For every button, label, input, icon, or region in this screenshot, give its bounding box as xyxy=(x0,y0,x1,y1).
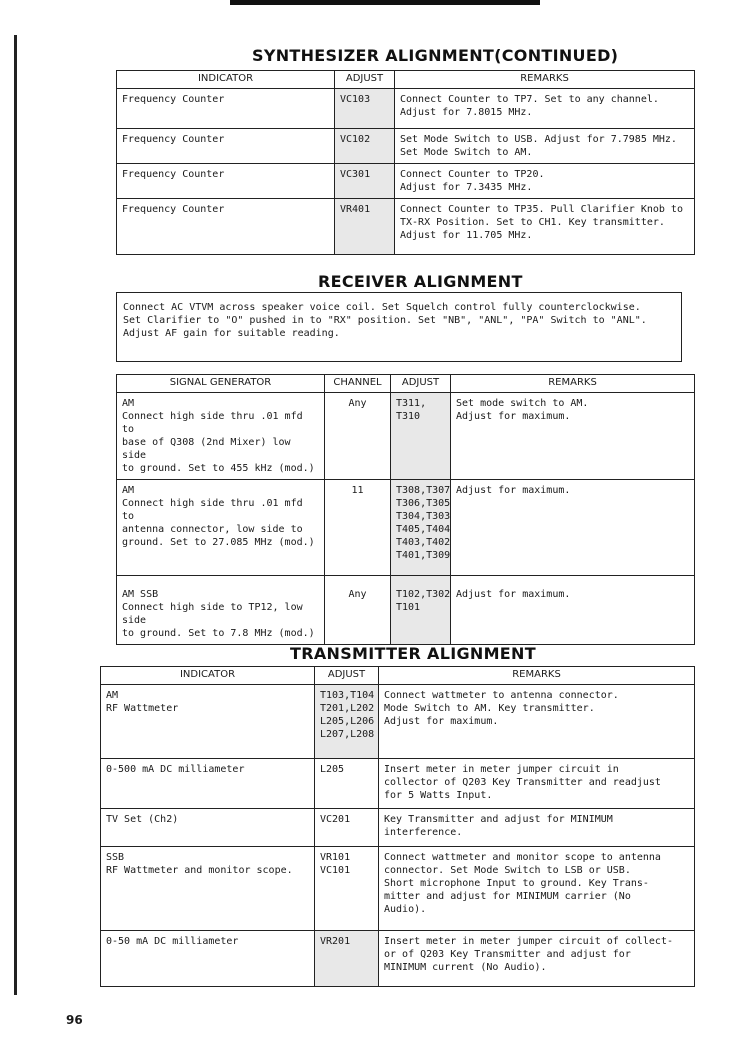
table-row xyxy=(101,809,695,847)
remarks-cell: Adjust for maximum. xyxy=(451,480,695,576)
transmitter-table xyxy=(100,666,695,987)
table-row xyxy=(101,759,695,809)
tx-header-remarks: REMARKS xyxy=(379,667,695,685)
page-number: 96 xyxy=(66,1013,83,1027)
tx-header-adjust: ADJUST xyxy=(315,667,379,685)
remarks-cell: Connect wattmeter to antenna connector. Mode Switch to AM. Key transmitter. Adjust for maximum. xyxy=(379,685,695,759)
scan-edge-top xyxy=(230,0,540,5)
transmitter-title: TRANSMITTER ALIGNMENT xyxy=(290,644,536,663)
adjust-cell: VC102 xyxy=(335,129,395,164)
synthesizer-title: SYNTHESIZER ALIGNMENT(CONTINUED) xyxy=(252,46,619,65)
signal-generator-cell: AM Connect high side thru .01 mfd to antenna connector, low side to ground. Set to 27.085 MHz (mod.) xyxy=(117,480,325,576)
indicator-cell: Frequency Counter xyxy=(117,199,335,255)
adjust-cell: VC103 xyxy=(335,89,395,129)
indicator-cell: Frequency Counter xyxy=(117,164,335,199)
table-row xyxy=(101,931,695,987)
remarks-cell: Connect Counter to TP20. Adjust for 7.3435 MHz. xyxy=(395,164,695,199)
table-row xyxy=(117,393,695,480)
remarks-cell: Insert meter in meter jumper circuit of collect- or of Q203 Key Transmitter and adjust for MINIMUM current (No Audio). xyxy=(379,931,695,987)
remarks-cell: Adjust for maximum. xyxy=(451,576,695,645)
table-row xyxy=(117,480,695,576)
adjust-cell: VC201 xyxy=(315,809,379,847)
table-row xyxy=(117,199,695,255)
table-row xyxy=(101,847,695,931)
table-row xyxy=(117,576,695,645)
channel-cell: Any xyxy=(325,393,391,480)
synthesizer-table xyxy=(116,70,695,255)
indicator-cell: Frequency Counter xyxy=(117,89,335,129)
synth-header-indicator: INDICATOR xyxy=(117,71,335,89)
remarks-cell: Connect Counter to TP35. Pull Clarifier Knob to TX-RX Position. Set to CH1. Key transmitter. Adjust for 11.705 MHz. xyxy=(395,199,695,255)
indicator-cell: 0-500 mA DC milliameter xyxy=(101,759,315,809)
indicator-cell: TV Set (Ch2) xyxy=(101,809,315,847)
synth-header-adjust: ADJUST xyxy=(335,71,395,89)
remarks-cell: Connect wattmeter and monitor scope to antenna connector. Set Mode Switch to LSB or USB. Short microphone Input to ground. Key Trans- mitter and adjust for MINIMUM carrier (No Audio). xyxy=(379,847,695,931)
table-row xyxy=(117,164,695,199)
rx-header-signal-generator: SIGNAL GENERATOR xyxy=(117,375,325,393)
adjust-cell: T102,T302 T101 xyxy=(391,576,451,645)
indicator-cell: Frequency Counter xyxy=(117,129,335,164)
table-row xyxy=(117,129,695,164)
signal-generator-cell: AM SSB Connect high side to TP12, low side to ground. Set to 7.8 MHz (mod.) xyxy=(117,576,325,645)
indicator-cell: AM RF Wattmeter xyxy=(101,685,315,759)
tx-header-indicator: INDICATOR xyxy=(101,667,315,685)
remarks-cell: Key Transmitter and adjust for MINIMUM interference. xyxy=(379,809,695,847)
channel-cell: 11 xyxy=(325,480,391,576)
signal-generator-cell: AM Connect high side thru .01 mfd to base of Q308 (2nd Mixer) low side to ground. Set to 455 kHz (mod.) xyxy=(117,393,325,480)
remarks-cell: Insert meter in meter jumper circuit in collector of Q203 Key Transmitter and readjust for 5 Watts Input. xyxy=(379,759,695,809)
rx-header-remarks: REMARKS xyxy=(451,375,695,393)
adjust-cell: T308,T307 T306,T305 T304,T303 T405,T404 T403,T402 T401,T309 xyxy=(391,480,451,576)
indicator-cell: SSB RF Wattmeter and monitor scope. xyxy=(101,847,315,931)
adjust-cell: L205 xyxy=(315,759,379,809)
synth-header-remarks: REMARKS xyxy=(395,71,695,89)
remarks-cell: Set Mode Switch to USB. Adjust for 7.7985 MHz. Set Mode Switch to AM. xyxy=(395,129,695,164)
adjust-cell: VR201 xyxy=(315,931,379,987)
remarks-cell: Connect Counter to TP7. Set to any channel. Adjust for 7.8015 MHz. xyxy=(395,89,695,129)
synthesizer-header-row xyxy=(117,71,695,89)
receiver-intro-box: Connect AC VTVM across speaker voice coil. Set Squelch control fully counterclockwise. Set Clarifier to "O" pushed in to "RX" position. Set "NB", "ANL", "PA" Switch to "ANL". Adjust AF gain for suitable reading. xyxy=(116,292,682,362)
table-row xyxy=(101,685,695,759)
adjust-cell: VR401 xyxy=(335,199,395,255)
rx-header-adjust: ADJUST xyxy=(391,375,451,393)
receiver-title: RECEIVER ALIGNMENT xyxy=(318,272,523,291)
receiver-table xyxy=(116,374,695,645)
remarks-cell: Set mode switch to AM. Adjust for maximum. xyxy=(451,393,695,480)
adjust-cell: VC301 xyxy=(335,164,395,199)
adjust-cell: T311, T310 xyxy=(391,393,451,480)
adjust-cell: VR101 VC101 xyxy=(315,847,379,931)
channel-cell: Any xyxy=(325,576,391,645)
indicator-cell: 0-50 mA DC milliameter xyxy=(101,931,315,987)
transmitter-header-row xyxy=(101,667,695,685)
table-row xyxy=(117,89,695,129)
rx-header-channel: CHANNEL xyxy=(325,375,391,393)
scan-edge-left xyxy=(14,35,17,995)
receiver-header-row xyxy=(117,375,695,393)
adjust-cell: T103,T104 T201,L202 L205,L206 L207,L208 xyxy=(315,685,379,759)
